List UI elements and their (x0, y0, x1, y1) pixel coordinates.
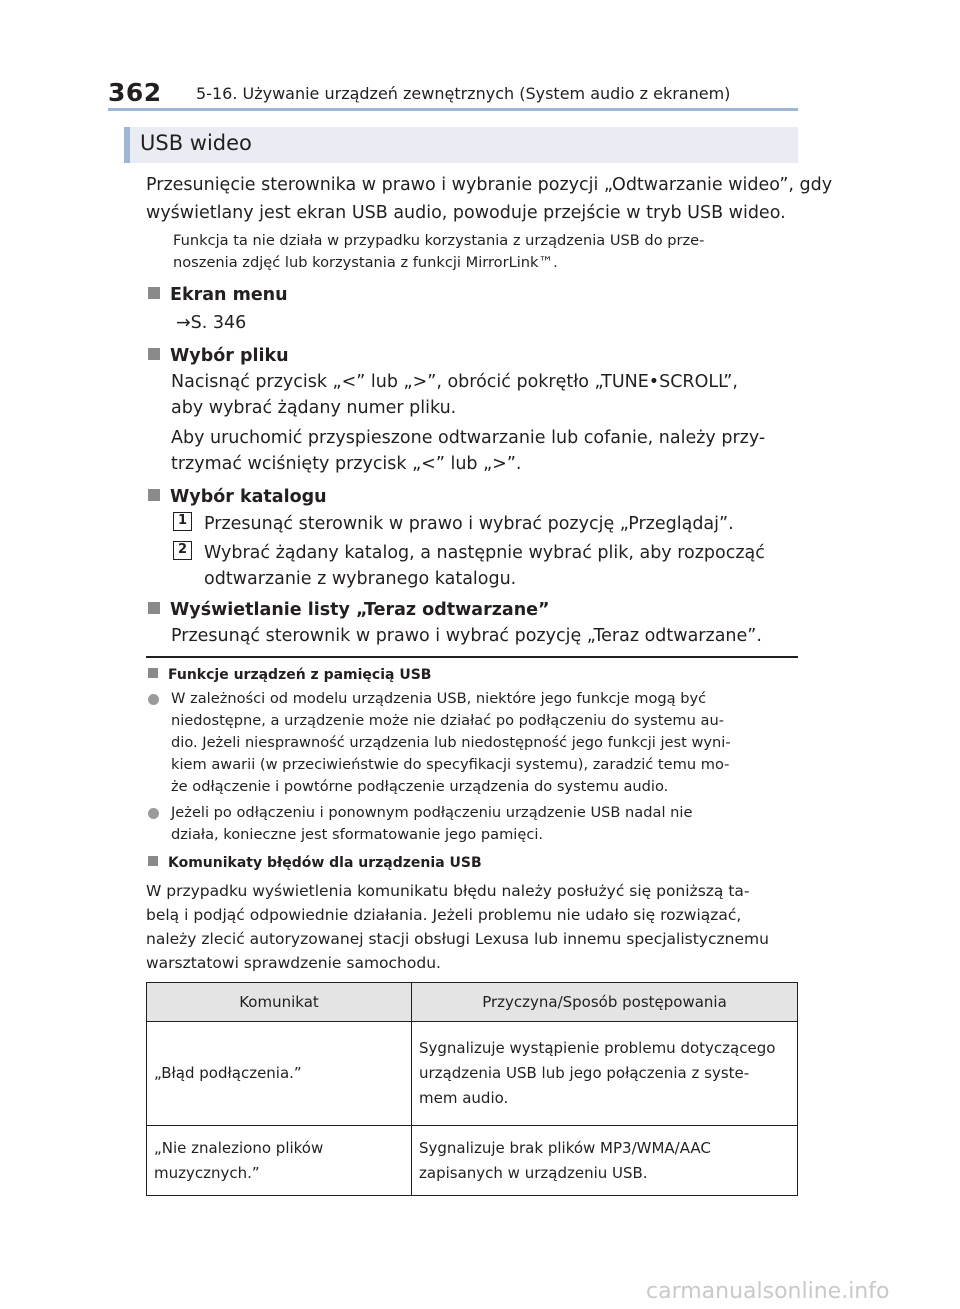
cause-line: mem audio. (419, 1089, 509, 1107)
page-number: 362 (108, 78, 162, 107)
square-bullet-icon (148, 348, 160, 360)
errors-text-line-2: belą i podjąć odpowiednie działania. Jeżeli problemu nie udało się rozwiązać, (146, 906, 742, 924)
catalog-heading: Wybór katalogu (148, 483, 327, 511)
message-line: muzycznych.” (154, 1163, 260, 1182)
menu-heading: Ekran menu (148, 281, 288, 309)
cause-line: Sygnalizuje brak plików MP3/WMA/AAC (419, 1138, 711, 1157)
file-line-4: trzymać wciśnięty przycisk „<” lub „>”. (171, 454, 522, 474)
file-heading: Wybór pliku (148, 342, 289, 370)
cause-line: Sygnalizuje wystąpienie problemu dotyczącego (419, 1039, 776, 1057)
intro-note-1: Funkcja ta nie działa w przypadku korzystania z urządzenia USB do prze- (173, 232, 705, 249)
intro-line-2: wyświetlany jest ekran USB audio, powoduje przejście w tryb USB wideo. (146, 203, 786, 223)
bullet-dot-icon (148, 694, 159, 705)
menu-page-ref: →S. 346 (176, 313, 247, 333)
catalog-step-1: Przesunąć sterownik w prawo i wybrać pozycję „Przeglądaj”. (204, 514, 734, 534)
functions-heading: Funkcje urządzeń z pamięcią USB (148, 664, 431, 687)
watermark: carmanualsonline.info (646, 1279, 890, 1304)
nowplaying-line: Przesunąć sterownik w prawo i wybrać pozycję „Teraz odtwarzane”. (171, 626, 762, 646)
file-line-3: Aby uruchomić przyspieszone odtwarzanie lub cofanie, należy przy- (171, 428, 766, 448)
functions-bullet-1-line-1: W zależności od modelu urządzenia USB, niektóre jego funkcje mogą być (171, 690, 707, 707)
file-line-2: aby wybrać żądany numer pliku. (171, 398, 457, 418)
square-bullet-icon (148, 287, 160, 299)
intro-note-2: noszenia zdjęć lub korzystania z funkcji MirrorLink™. (173, 254, 558, 271)
table-cell-cause (412, 1126, 798, 1196)
running-head: 5-16. Używanie urządzeń zewnętrznych (System audio z ekranem) (196, 84, 731, 103)
column-header-cause: Przyczyna/Sposób postępowania (412, 983, 798, 1022)
step-number-1: 1 (173, 512, 192, 531)
square-bullet-icon (148, 602, 160, 614)
column-header-message: Komunikat (147, 983, 412, 1022)
errors-heading: Komunikaty błędów dla urządzenia USB (148, 852, 482, 875)
error-messages-table (146, 982, 798, 1196)
table-cell-message: „Błąd podłączenia.” (147, 1022, 412, 1126)
table-header-row (147, 983, 798, 1022)
functions-bullet-1-line-3: dio. Jeżeli niesprawność urządzenia lub niedostępność jego funkcji jest wyni- (171, 734, 731, 751)
table-row (147, 1022, 798, 1126)
section-title: USB wideo (140, 131, 252, 155)
errors-text-line-4: warsztatowi sprawdzenie samochodu. (146, 954, 441, 972)
square-bullet-icon (148, 489, 160, 501)
nowplaying-heading: Wyświetlanie listy „Teraz odtwarzane” (148, 596, 550, 624)
bullet-dot-icon (148, 808, 159, 819)
functions-bullet-2-line-2: działa, konieczne jest sformatowanie jego pamięci. (171, 826, 544, 843)
functions-bullet-1-line-2: niedostępne, a urządzenie może nie działać po podłączeniu do systemu au- (171, 712, 724, 729)
errors-text-line-3: należy zlecić autoryzowanej stacji obsługi Lexusa lub innemu specjalistycznemu (146, 930, 769, 948)
functions-bullet-1-line-5: że odłączenie i powtórne podłączenie urządzenia do systemu audio. (171, 778, 669, 795)
functions-bullet-2-line-1: Jeżeli po odłączeniu i ponownym podłączeniu urządzenie USB nadal nie (171, 804, 693, 821)
file-line-1: Nacisnąć przycisk „<” lub „>”, obrócić pokrętło „TUNE•SCROLL”, (171, 372, 738, 392)
cause-line: urządzenia USB lub jego połączenia z syste- (419, 1064, 750, 1082)
step-number-2: 2 (173, 541, 192, 560)
header-rule (108, 108, 798, 111)
table-row (147, 1126, 798, 1196)
errors-text-line-1: W przypadku wyświetlenia komunikatu błędu należy posłużyć się poniższą ta- (146, 882, 750, 900)
cause-line: zapisanych w urządzeniu USB. (419, 1163, 648, 1182)
square-bullet-icon (148, 856, 158, 866)
section-divider (146, 656, 798, 658)
catalog-step-2-line-1: Wybrać żądany katalog, a następnie wybrać plik, aby rozpocząć (204, 543, 765, 563)
catalog-step-2-line-2: odtwarzanie z wybranego katalogu. (204, 569, 517, 589)
table-cell-message (147, 1126, 412, 1196)
message-line: „Nie znaleziono plików (154, 1138, 324, 1157)
functions-bullet-1-line-4: kiem awarii (w przeciwieństwie do specyfikacji systemu), zaradzić temu mo- (171, 756, 730, 773)
intro-line-1: Przesunięcie sterownika w prawo i wybranie pozycji „Odtwarzanie wideo”, gdy (146, 175, 833, 195)
table-cell-cause (412, 1022, 798, 1126)
square-bullet-icon (148, 668, 158, 678)
